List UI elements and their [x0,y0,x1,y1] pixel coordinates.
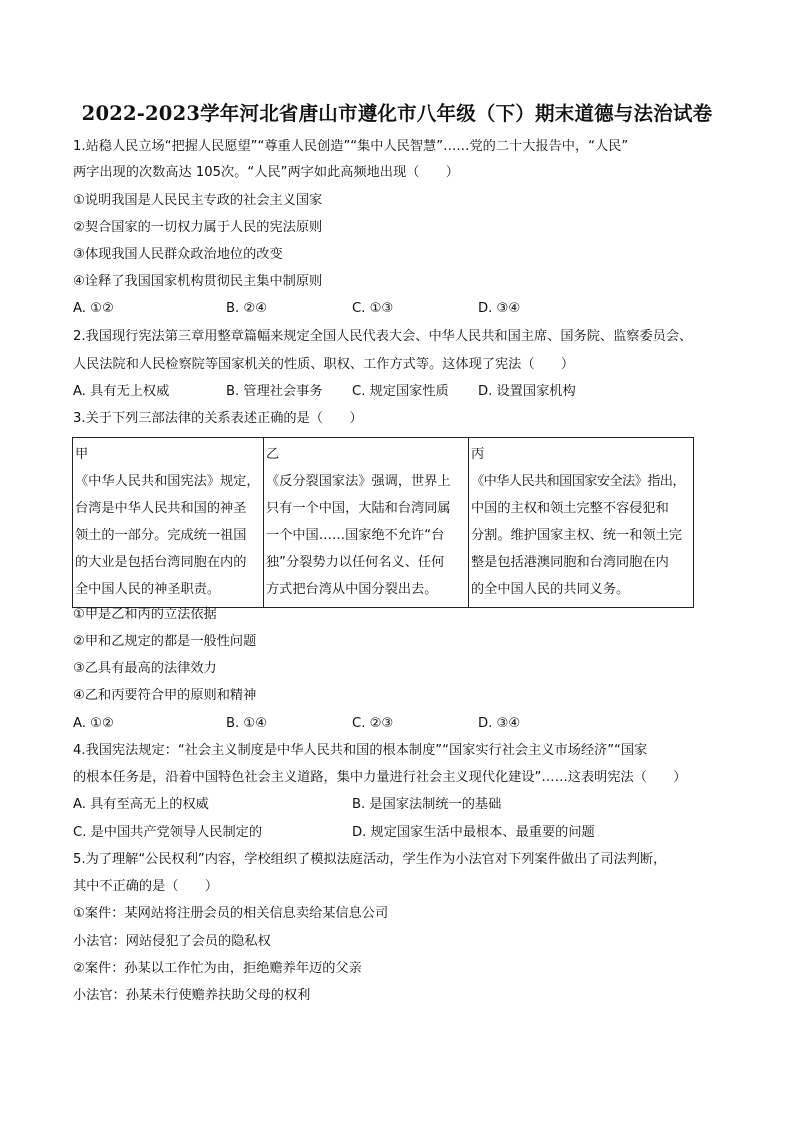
q1-item-2: ②契合国家的一切权力属于人民的宪法原则 [73,220,323,235]
q1-item-3: ③体现我国人民群众政治地位的改变 [73,247,283,262]
q2-option-d[interactable]: D. 设置国家机构 [478,384,576,399]
exam-title: 2022-2023学年河北省唐山市遵化市八年级（下）期末道德与法治试卷 [81,102,713,125]
q5-stem-line-1: 5.为了理解“公民权利”内容，学校组织了模拟法庭活动，学生作为小法官对下列案件做出了司法判断， [73,852,667,867]
q4-option-b[interactable]: B. 是国家法制统一的基础 [352,797,502,812]
q2-option-b[interactable]: B. 管理社会事务 [226,384,323,399]
cell-header-jia: 甲 [75,447,89,462]
q1-item-1: ①说明我国是人民民主专政的社会主义国家 [73,193,323,208]
cell-line: 分割。维护国家主权、统一和领土完 [471,528,682,543]
cell-line: 中国的主权和领土完整不容侵犯和 [471,501,669,516]
q4-option-a[interactable]: A. 具有至高无上的权威 [73,797,209,812]
q3-option-b[interactable]: B. ①④ [226,716,268,731]
q3-option-d[interactable]: D. ③④ [478,716,521,731]
cell-line: 全中国人民的神圣职责。 [75,582,221,597]
q5-item-3: ②案件：孙某以工作忙为由，拒绝赡养年迈的父亲 [73,961,362,976]
q4-stem-line-1: 4.我国宪法规定：“社会主义制度是中华人民共和国的根本制度”“国家实行社会主义市场经济”“国家 [73,743,648,758]
cell-header-bing: 丙 [471,447,485,462]
cell-line: 只有一个中国，大陆和台湾同属 [266,501,451,516]
q2-option-c[interactable]: C. 规定国家性质 [352,384,449,399]
q3-item-2: ②甲和乙规定的都是一般性问题 [73,634,257,649]
q4-stem-line-2: 的根本任务是，沿着中国特色社会主义道路，集中力量进行社会主义现代化建设”……这表明宪法（ ） [73,770,687,785]
cell-line: 的大业是包括台湾同胞在内的 [75,555,247,570]
q1-option-b[interactable]: B. ②④ [226,301,268,316]
table-cell-yi [264,438,469,608]
q2-option-a[interactable]: A. 具有无上权威 [73,384,170,399]
cell-line: 的全中国人民的共同义务。 [471,582,630,597]
q3-item-1: ①甲是乙和丙的立法依据 [73,607,217,622]
q3-item-3: ③乙具有最高的法律效力 [73,661,217,676]
cell-line: 方式把台湾从中国分裂出去。 [266,582,438,597]
cell-line: 一个中国……国家绝不允许“台 [266,528,445,543]
q2-stem-line-2: 人民法院和人民检察院等国家机关的性质、职权、工作方式等。这体现了宪法（ ） [73,357,575,372]
q3-item-4: ④乙和丙要符合甲的原则和精神 [73,688,257,703]
cell-line: 《中华人民共和国国家安全法》指出， [471,474,685,489]
cell-line: 独”分裂势力以任何名义、任何 [266,555,445,570]
q1-option-a[interactable]: A. ①② [73,301,114,316]
q5-stem-line-2: 其中不正确的是（ ） [73,879,219,894]
q5-item-4: 小法官：孙某未行使赡养扶助父母的权利 [73,988,311,1003]
q4-option-d[interactable]: D. 规定国家生活中最根本、最重要的问题 [352,825,595,840]
q4-option-c[interactable]: C. 是中国共产党领导人民制定的 [73,825,263,840]
q5-item-1: ①案件：某网站将注册会员的相关信息卖给某信息公司 [73,906,389,921]
table-cell-jia [73,438,264,608]
cell-line: 《中华人民共和国宪法》规定， [75,474,260,489]
q1-option-c[interactable]: C. ①③ [352,301,394,316]
q1-option-d[interactable]: D. ③④ [478,301,521,316]
q1-stem-line-2: 两字出现的次数高达 105次。“人民”两字如此高频地出现（ ） [73,165,459,180]
cell-line: 《反分裂国家法》强调，世界上 [266,474,451,489]
cell-line: 台湾是中华人民共和国的神圣 [75,501,247,516]
q1-stem-line-1: 1.站稳人民立场“把握人民愿望”“尊重人民创造”“集中人民智慧”……党的二十大报告中，“人民” [73,139,629,154]
q3-stem: 3.关于下列三部法律的关系表述正确的是（ ） [73,411,363,426]
law-comparison-table [72,437,694,608]
q5-item-2: 小法官：网站侵犯了会员的隐私权 [73,934,271,949]
cell-line: 整是包括港澳同胞和台湾同胞在内 [471,555,669,570]
q1-item-4: ④诠释了我国国家机构贯彻民主集中制原则 [73,274,323,289]
q2-stem-line-1: 2.我国现行宪法第三章用整章篇幅来规定全国人民代表大会、中华人民共和国主席、国务院、监察委员会、 [73,329,693,344]
cell-header-yi: 乙 [266,447,280,462]
q3-option-c[interactable]: C. ②③ [352,716,394,731]
q3-option-a[interactable]: A. ①② [73,716,114,731]
table-row [73,438,694,608]
table-cell-bing [469,438,694,608]
cell-line: 领土的一部分。完成统一祖国 [75,528,247,543]
